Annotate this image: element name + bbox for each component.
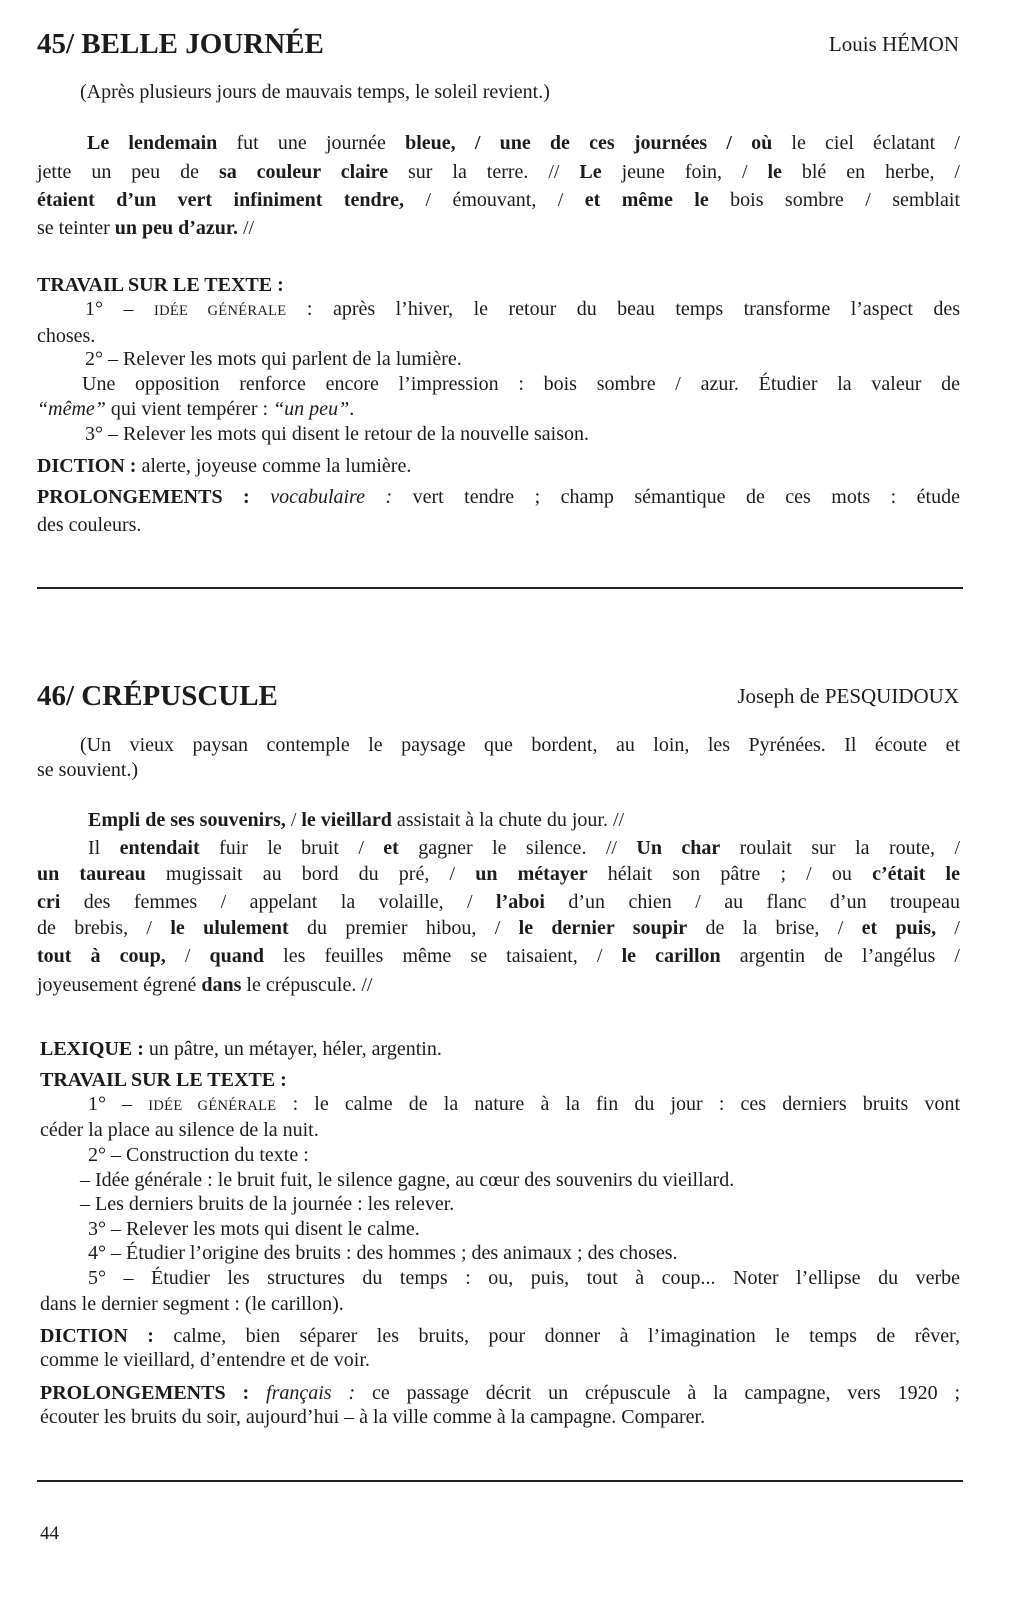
section-46-text-line [37,943,960,969]
text: vert tendre ; champ sémantique de ces mots : étude [392,486,960,508]
section-45-author: Louis HÉMON [828,32,959,56]
text: bois sombre / semblait [708,189,961,211]
bold-text: c’était le [872,863,960,885]
bold-text: le dernier soupir [518,917,688,939]
text: roulait sur la route, / [720,837,960,859]
section-divider [37,587,963,589]
bold-text: cri [37,891,61,913]
text [249,1382,266,1404]
text: de brebis, / [37,917,171,939]
bold-text: tout à coup, [37,945,166,967]
bold-text: dans [201,974,242,996]
section-46-prolongements [40,1404,960,1430]
text: / [936,917,960,939]
section-45-travail-line [37,396,960,422]
text: 1° – [88,1093,149,1115]
bold-text: le [767,161,782,183]
section-46-travail-line [40,1291,960,1317]
bold-text: PROLONGEMENTS : [37,486,250,508]
text: argentin de l’angélus / [720,945,960,967]
bold-text: l’aboi [496,891,545,913]
bold-text: DICTION : [37,455,137,477]
section-45-travail-line [82,371,960,397]
text: jette un peu de [37,161,219,183]
section-46-lexique [40,1036,960,1062]
section-46-intro [37,757,960,783]
text: – Idée générale : le bruit fuit, le silence gagne, au cœur des souvenirs du vieillard. [80,1169,735,1191]
section-46-travail-line [40,1117,960,1143]
section-46-text-line [37,889,960,915]
bold-text: DICTION : [40,1325,154,1347]
text: jeune foin, / [601,161,768,183]
bold-text: Un char [636,837,721,859]
section-45-diction [37,453,960,479]
text: dans le dernier segment : (le carillon). [40,1293,344,1315]
bold-text: et [383,837,399,859]
text: blé en herbe, / [781,161,960,183]
section-46-text-line [37,915,960,941]
bold-text: un peu d’azur. [114,217,238,239]
text: – Les derniers bruits de la journée : les relever. [80,1193,455,1215]
section-45-travail-heading [37,272,960,298]
italic-text: français : [266,1382,356,1404]
section-45-text-line [87,130,960,156]
bold-text: étaient d’un vert infiniment tendre, [37,189,405,211]
section-46-travail-line [80,1191,960,1217]
bold-text: TRAVAIL SUR LE TEXTE : [40,1069,287,1091]
text: Il [88,837,120,859]
section-46-prolongements [40,1380,960,1406]
italic-text: “même” [37,398,106,420]
text: du premier hibou, / [288,917,519,939]
text: céder la place au silence de la nuit. [40,1119,319,1141]
bold-text: entendait [119,837,200,859]
text: le ciel éclatant / [772,132,960,154]
section-46-travail-heading [40,1067,960,1093]
section-46-text-line [88,807,960,833]
section-46-text-line [37,972,960,998]
section-45-text-line [37,187,960,213]
bold-text: un taureau [37,863,146,885]
bold-text: bleue, / une de ces journées / où [405,132,773,154]
bold-text: le ululement [170,917,289,939]
small-caps-text: IDÉE GÉNÉRALE [148,1098,277,1114]
bold-text: Empli de ses souvenirs, [88,809,286,831]
text: écouter les bruits du soir, aujourd’hui – à la ville comme à la campagne. Comparer. [40,1406,706,1428]
page-number: 44 [40,1523,59,1544]
bold-text: LEXIQUE : [40,1038,144,1060]
text: comme le vieillard, d’entendre et de voir. [40,1349,370,1371]
bold-text: quand [209,945,265,967]
text: Une opposition renforce encore l’impression : bois sombre / azur. Étudier la valeur de [82,373,960,395]
text: 5° – Étudier les structures du temps : ou, puis, tout à coup... Noter l’ellipse du verbe [88,1267,960,1289]
text: . [349,398,355,420]
section-45-prolongements [37,512,960,538]
section-46-author: Joseph de PESQUIDOUX [737,684,959,708]
text: / émouvant, / [404,189,585,211]
text: 1° – [85,298,154,320]
section-46-diction [40,1347,960,1373]
text: des femmes / appelant la volaille, / [60,891,497,913]
section-46-diction [40,1323,960,1349]
text: : le calme de la nature à la fin du jour : ces derniers bruits vont [276,1093,961,1115]
section-46-intro [80,732,960,758]
text: fut une journée [217,132,406,154]
text: se teinter [37,217,115,239]
text: joyeusement égrené [37,974,202,996]
text: hélait son pâtre ; / ou [587,863,873,885]
small-caps-text: IDÉE GÉNÉRALE [153,303,287,319]
text: un pâtre, un métayer, héler, argentin. [143,1038,442,1060]
text [250,486,270,508]
bold-text: Le lendemain [87,132,218,154]
section-45-travail-line [85,296,960,324]
text: (Un vieux paysan contemple le paysage que bordent, au loin, les Pyrénées. Il écoute et [80,734,960,756]
section-46-text-line [37,861,960,887]
bold-text: Le [579,161,602,183]
bold-text: sa couleur claire [218,161,389,183]
text: alerte, joyeuse comme la lumière. [136,455,412,477]
section-46-travail-line [88,1091,960,1119]
bold-text: et puis, [861,917,937,939]
text: 3° – Relever les mots qui disent le retour de la nouvelle saison. [85,423,589,445]
text: de la brise, / [687,917,862,939]
text: qui vient tempérer : [105,398,274,420]
text: 4° – Étudier l’origine des bruits : des hommes ; des animaux ; des choses. [88,1242,678,1264]
text: des couleurs. [37,514,142,536]
section-46-title: 46/ CRÉPUSCULE [37,680,278,712]
section-46-travail-line [88,1265,960,1291]
italic-text: “un peu” [273,398,350,420]
text: / [285,809,302,831]
section-46-travail-line [88,1216,960,1242]
section-45-title: 45/ BELLE JOURNÉE [37,28,324,60]
section-46-text-line [88,835,960,861]
text: mugissait au bord du pré, / [145,863,476,885]
bold-text: PROLONGEMENTS : [40,1382,250,1404]
bold-text: TRAVAIL SUR LE TEXTE : [37,274,284,296]
text: choses. [37,325,96,347]
section-46-travail-line [80,1167,960,1193]
text: // [237,217,255,239]
section-45-intro [80,79,960,105]
bold-text: et même le [584,189,709,211]
text: calme, bien séparer les bruits, pour donner à l’imagination le temps de rêver, [153,1325,961,1347]
section-45-prolongements [37,484,960,510]
text: 2° – Relever les mots qui parlent de la lumière. [85,348,462,370]
section-46-travail-line [88,1240,960,1266]
section-45-text-line [37,159,960,185]
section-46-travail-line [88,1142,960,1168]
text: gagner le silence. // [398,837,637,859]
text: d’un chien / au flanc d’un troupeau [544,891,960,913]
text: / [165,945,210,967]
bold-text: un métayer [475,863,588,885]
text: assistait à la chute du jour. // [391,809,625,831]
text: les feuilles même se taisaient, / [264,945,622,967]
bold-text: le carillon [621,945,721,967]
text: le crépuscule. // [241,974,373,996]
text: ce passage décrit un crépuscule à la campagne, vers 1920 ; [355,1382,961,1404]
section-45-travail-line [85,346,960,372]
text: 3° – Relever les mots qui disent le calme. [88,1218,420,1240]
text: fuir le bruit / [199,837,384,859]
italic-text: vocabulaire : [270,486,393,508]
section-divider [37,1480,963,1482]
section-45-text-line [37,215,960,241]
text: : après l’hiver, le retour du beau temps transforme l’aspect des [286,298,961,320]
text: (Après plusieurs jours de mauvais temps, le soleil revient.) [80,81,550,103]
text: sur la terre. // [388,161,580,183]
bold-text: le vieillard [301,809,392,831]
text: 2° – Construction du texte : [88,1144,309,1166]
text: se souvient.) [37,759,139,781]
section-45-travail-line [85,421,960,447]
